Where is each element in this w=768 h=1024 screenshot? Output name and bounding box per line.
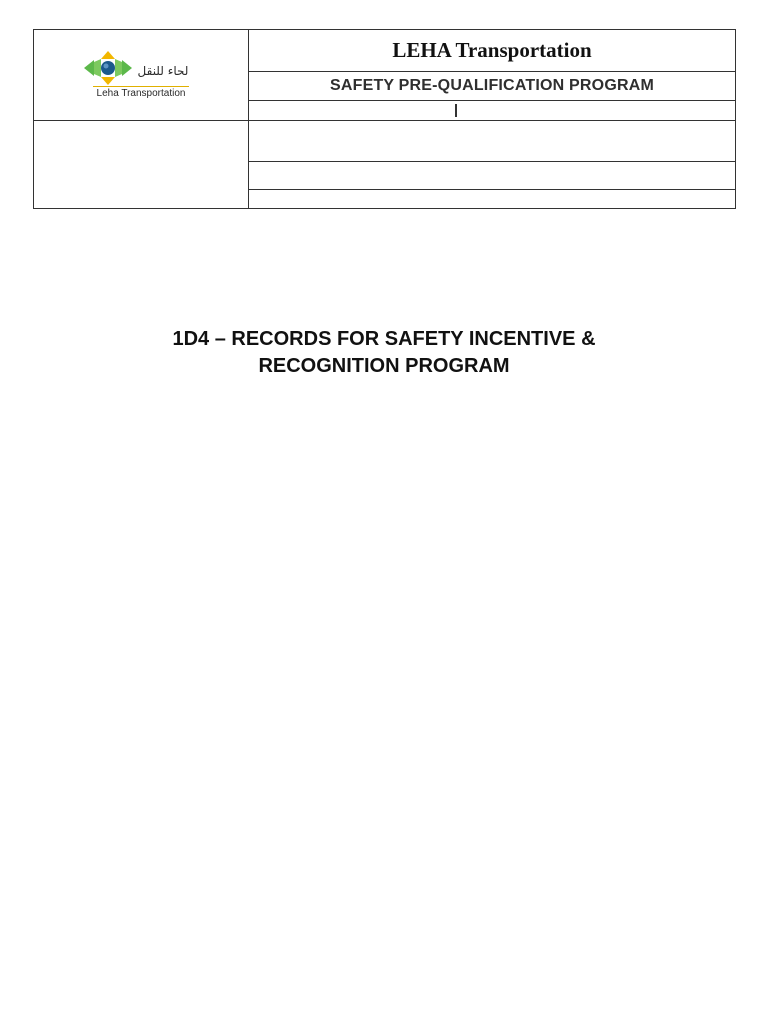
document-title [0, 326, 768, 380]
blank-field-1 [249, 100, 736, 120]
logo-arabic-text: لحاء للنقل [137, 64, 189, 78]
company-logo [34, 30, 248, 120]
blank-left-cell [34, 121, 249, 209]
logo-cell [34, 30, 249, 121]
document-title-line-2: RECOGNITION PROGRAM [258, 355, 510, 377]
document-header-table [33, 29, 736, 209]
logo-divider [93, 86, 189, 87]
text-cursor-mark [455, 104, 457, 117]
document-title-line-1: 1D4 – RECORDS FOR SAFETY INCENTIVE & [172, 328, 596, 350]
blank-field-4 [249, 190, 736, 209]
logo-english-text: Leha Transportation [96, 88, 186, 99]
blank-field-2 [249, 121, 736, 162]
program-title: SAFETY PRE-QUALIFICATION PROGRAM [249, 72, 736, 100]
leha-logo-icon [84, 51, 132, 85]
company-name: LEHA Transportation [249, 30, 736, 72]
blank-field-3 [249, 162, 736, 190]
